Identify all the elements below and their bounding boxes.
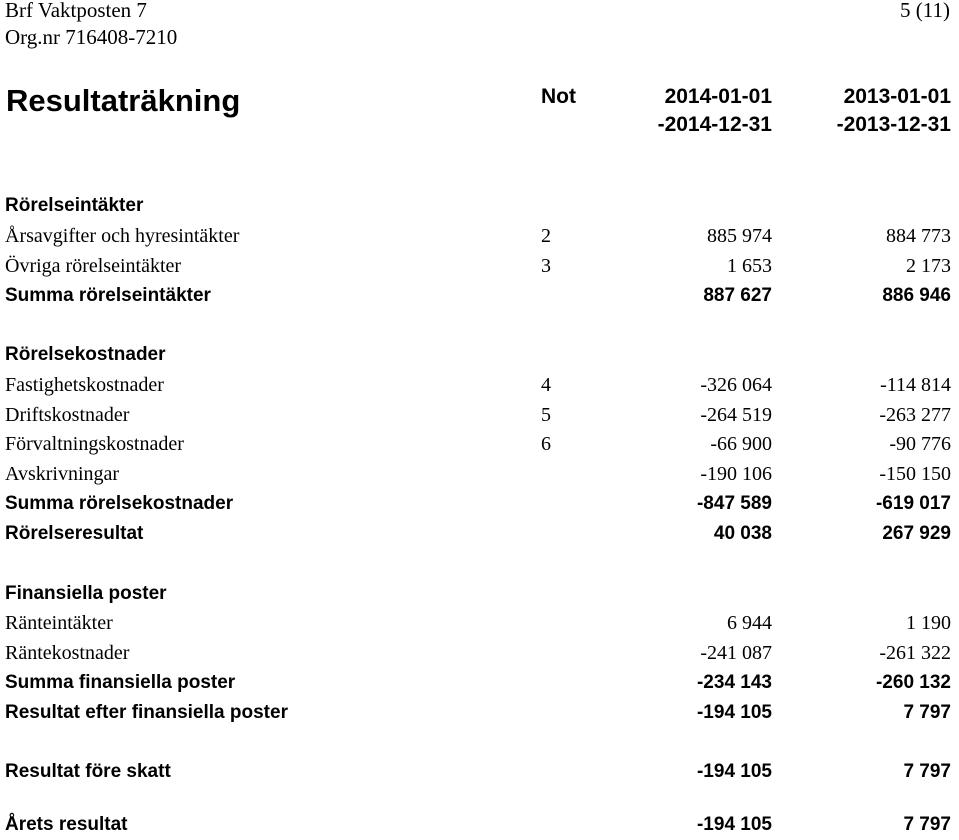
table-row: [0, 459, 959, 489]
table-row: [0, 608, 959, 638]
row-note: 6: [541, 433, 551, 455]
row-label: Summa rörelsekostnader: [5, 493, 234, 514]
table-row-total: [0, 281, 959, 311]
row-note: 2: [541, 225, 551, 247]
table-row-total: [0, 698, 959, 728]
column-header-2013: [837, 83, 951, 139]
row-value-2013: 7 797: [903, 814, 951, 835]
row-label: Fastighetskostnader: [5, 374, 164, 396]
row-label: Resultat efter finansiella poster: [5, 702, 288, 723]
table-row-total: [0, 668, 959, 698]
row-value-2014: 1 653: [727, 255, 772, 277]
row-value-2013: -260 132: [875, 672, 951, 693]
row-label: Rörelsekostnader: [5, 344, 166, 365]
column-header-2013-start: 2013-01-01: [843, 85, 951, 108]
row-label: Räntekostnader: [5, 642, 130, 664]
table-row: [0, 429, 959, 459]
row-value-2013: 267 929: [882, 523, 951, 544]
row-value-2014: 887 627: [703, 285, 772, 306]
table-row-total: [0, 810, 959, 840]
row-value-2014: -194 105: [696, 761, 772, 782]
row-value-2013: 886 946: [882, 285, 951, 306]
column-header-2013-end: -2013-12-31: [836, 113, 951, 136]
row-value-2013: -114 814: [880, 374, 951, 396]
row-value-2013: -263 277: [879, 404, 951, 426]
row-label: Ränteintäkter: [5, 612, 113, 634]
table-row: [0, 638, 959, 668]
row-value-2014: 6 944: [727, 612, 772, 634]
table-row: [0, 191, 959, 221]
row-label: Resultat före skatt: [5, 761, 171, 782]
table-row: [0, 400, 959, 430]
page-number: 5 (11): [900, 0, 950, 22]
org-number: Org.nr 716408-7210: [5, 25, 178, 49]
row-value-2014: -66 900: [710, 433, 772, 455]
page-title: Resultaträkning: [6, 83, 241, 118]
row-value-2013: 7 797: [903, 702, 951, 723]
row-value-2014: -847 589: [696, 493, 772, 514]
row-value-2014: 885 974: [707, 225, 772, 247]
row-label: Rörelseresultat: [5, 523, 144, 544]
row-value-2013: 884 773: [886, 225, 951, 247]
column-header-2014: [658, 83, 772, 139]
table-row: [0, 251, 959, 281]
row-value-2014: -190 106: [700, 463, 772, 485]
row-value-2014: -234 143: [696, 672, 772, 693]
row-value-2013: 2 173: [906, 255, 951, 277]
table-row-total: [0, 519, 959, 549]
row-label: Övriga rörelseintäkter: [5, 255, 182, 277]
row-value-2014: -326 064: [700, 374, 772, 396]
row-value-2014: 40 038: [713, 523, 772, 544]
table-row: [0, 340, 959, 370]
row-label: Summa finansiella poster: [5, 672, 236, 693]
row-label: Avskrivningar: [5, 463, 120, 485]
row-label: Förvaltningskostnader: [5, 433, 184, 455]
row-value-2013: 1 190: [906, 612, 951, 634]
row-value-2013: 7 797: [903, 761, 951, 782]
table-row-total: [0, 757, 959, 787]
column-header-not: Not: [541, 85, 576, 108]
table-row: [0, 221, 959, 251]
row-value-2014: -241 087: [700, 642, 772, 664]
row-value-2014: -264 519: [700, 404, 772, 426]
row-label: Rörelseintäkter: [5, 195, 144, 216]
column-header-2014-start: 2014-01-01: [664, 85, 772, 108]
column-header-2014-end: -2014-12-31: [657, 113, 772, 136]
row-value-2014: -194 105: [696, 814, 772, 835]
row-label: Driftskostnader: [5, 404, 130, 426]
row-label: Summa rörelseintäkter: [5, 285, 211, 306]
row-value-2013: -261 322: [879, 642, 951, 664]
row-note: 4: [541, 374, 551, 396]
org-name: Brf Vaktposten 7: [5, 0, 147, 22]
table-row: [0, 579, 959, 609]
row-label: Finansiella poster: [5, 583, 167, 604]
row-note: 5: [541, 404, 551, 426]
row-note: 3: [541, 255, 551, 277]
row-label: Årsavgifter och hyresintäkter: [5, 225, 240, 247]
row-label: Årets resultat: [5, 814, 128, 835]
row-value-2013: -150 150: [879, 463, 951, 485]
row-value-2013: -90 776: [889, 433, 951, 455]
table-row: [0, 370, 959, 400]
row-value-2013: -619 017: [875, 493, 951, 514]
row-value-2014: -194 105: [696, 702, 772, 723]
table-row-total: [0, 489, 959, 519]
